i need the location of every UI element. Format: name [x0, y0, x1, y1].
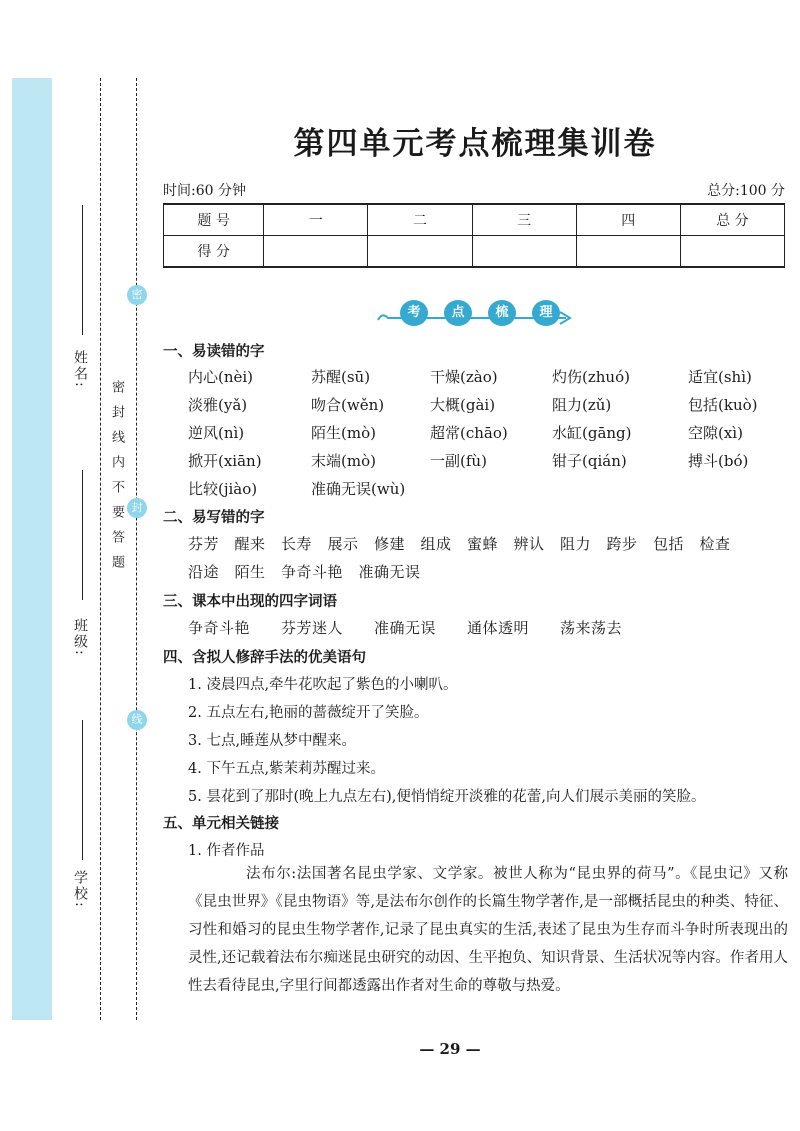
- pinyin-item: 准确无误(wù): [311, 480, 406, 498]
- seal-circle-xian: 线: [127, 710, 147, 730]
- pinyin-item: 超常(chāo): [430, 424, 508, 442]
- sentence-item: 4. 下午五点,紫茉莉苏醒过来。: [188, 761, 386, 777]
- score-row: [164, 236, 785, 268]
- class-underline: [82, 470, 83, 600]
- banner-char: 梳: [488, 300, 516, 326]
- time-info: 时间:60 分钟: [163, 183, 246, 199]
- pinyin-item: 阻力(zǔ): [552, 396, 612, 414]
- score-header-cell: 题 号: [164, 204, 264, 236]
- section-title: 一、易读错的字: [163, 343, 265, 360]
- class-label: 班级:: [72, 618, 88, 657]
- school-underline: [82, 720, 83, 860]
- score-header-cell: 一: [264, 204, 368, 236]
- total-info: 总分:100 分: [707, 183, 785, 199]
- score-header-cell: 总 分: [680, 204, 784, 236]
- pinyin-item: 搏斗(bó): [688, 452, 749, 470]
- pinyin-item: 末端(mò): [311, 452, 376, 470]
- author-paragraph: 法布尔:法国著名昆虫学家、文学家。被世人称为“昆虫界的荷马”。《昆虫记》又称《昆虫世界》《昆虫物语》等,是法布尔创作的长篇生物学著作,是一部概括昆虫的种类、特征、习性和婚习的昆虫生物学著作,记录了昆虫真实的生活,表述了昆虫为生存而斗争时所表现出的灵性,还记载着法布尔痴迷昆虫研究的动因、生平抱负、知识背景、生活状况等内容。作者用人性去看待昆虫,字里行间都透露出作者对生命的尊敬与热爱。: [188, 866, 788, 994]
- sentence-item: 1. 凌晨四点,牵牛花吹起了紫色的小喇叭。: [188, 677, 458, 693]
- score-input-cell[interactable]: [472, 236, 576, 268]
- score-header-row: [164, 204, 785, 236]
- pinyin-item: 干燥(zào): [430, 368, 498, 386]
- pinyin-item: 空隙(xì): [688, 424, 743, 442]
- pinyin-item: 灼伤(zhuó): [552, 368, 630, 386]
- banner-char: 理: [532, 300, 560, 326]
- name-label: 姓名:: [72, 350, 88, 389]
- idiom-row: 争奇斗艳 芬芳迷人 准确无误 通体透明 荡来荡去: [188, 619, 623, 637]
- pinyin-item: 大概(gài): [430, 396, 496, 414]
- seal-circle-feng: 封: [127, 498, 147, 518]
- pinyin-item: 水缸(gāng): [552, 424, 632, 442]
- pinyin-item: 钳子(qián): [552, 452, 627, 470]
- section-title: 二、易写错的字: [163, 509, 265, 526]
- school-label: 学校:: [72, 870, 88, 909]
- score-table: [163, 203, 785, 268]
- pinyin-item: 吻合(wěn): [311, 396, 385, 414]
- pinyin-item: 内心(nèi): [188, 368, 254, 386]
- sentence-item: 5. 昙花到了那时(晚上九点左右),便悄悄绽开淡雅的花蕾,向人们展示美丽的笑脸。: [188, 789, 706, 805]
- section-title: 三、课本中出现的四字词语: [163, 593, 337, 610]
- word-row: 沿途 陌生 争奇斗艳 准确无误: [188, 563, 421, 581]
- page-title: 第四单元考点梳理集训卷: [293, 126, 657, 162]
- pinyin-item: 比较(jiào): [188, 480, 258, 498]
- section-title: 四、含拟人修辞手法的优美语句: [163, 649, 366, 666]
- name-underline: [82, 205, 83, 335]
- pinyin-item: 包括(kuò): [688, 396, 758, 414]
- page-number: — 29 —: [419, 1040, 481, 1058]
- pinyin-item: 苏醒(sū): [311, 368, 371, 386]
- seal-note: 密封线内不要答题: [109, 380, 124, 580]
- subsection-title: 1. 作者作品: [188, 843, 265, 859]
- score-input-cell[interactable]: [576, 236, 680, 268]
- pinyin-item: 掀开(xiān): [188, 452, 262, 470]
- seal-circle-mi: 密: [127, 285, 147, 305]
- pinyin-item: 一副(fù): [430, 452, 487, 470]
- section-title: 五、单元相关链接: [163, 815, 279, 832]
- score-header-cell: 二: [368, 204, 472, 236]
- banner-char: 考: [400, 300, 428, 326]
- cut-line-right: [136, 78, 137, 1020]
- pinyin-item: 逆风(nì): [188, 424, 245, 442]
- binding-strip: [12, 78, 52, 1020]
- sentence-item: 2. 五点左右,艳丽的蔷薇绽开了笑脸。: [188, 705, 429, 721]
- sentence-item: 3. 七点,睡莲从梦中醒来。: [188, 733, 357, 749]
- banner-char: 点: [444, 300, 472, 326]
- score-header-cell: 三: [472, 204, 576, 236]
- score-input-cell[interactable]: [368, 236, 472, 268]
- word-row: 芬芳 醒来 长寿 展示 修建 组成 蜜蜂 辨认 阻力 跨步 包括 检查: [188, 535, 731, 553]
- pinyin-item: 适宜(shì): [688, 368, 752, 386]
- pinyin-item: 陌生(mò): [311, 424, 376, 442]
- score-header-cell: 四: [576, 204, 680, 236]
- score-input-cell[interactable]: [680, 236, 784, 268]
- cut-line-left: [100, 78, 101, 1020]
- score-input-cell[interactable]: [264, 236, 368, 268]
- pinyin-item: 淡雅(yǎ): [188, 396, 248, 414]
- score-row-label: 得 分: [164, 236, 264, 268]
